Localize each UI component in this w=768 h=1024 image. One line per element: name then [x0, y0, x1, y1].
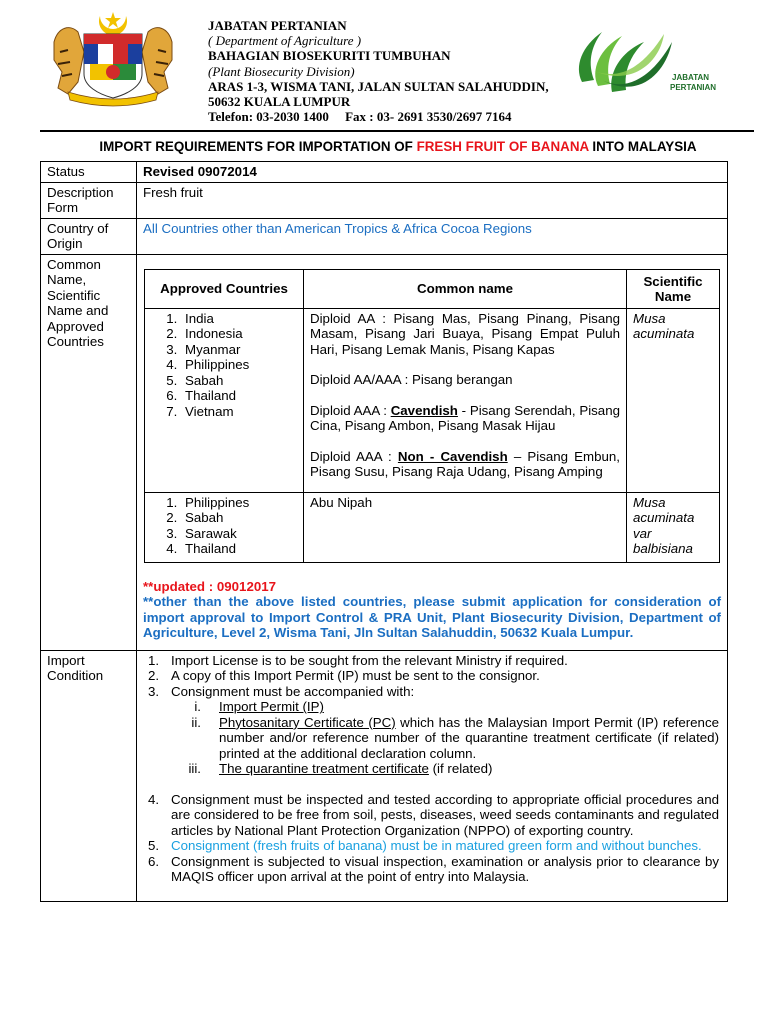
- group-2-common-name: Abu Nipah: [304, 492, 627, 562]
- update-label: **updated : 09012017: [143, 578, 277, 594]
- list-item: ii. Phytosanitary Certificate (PC) which has the Malaysian Import Permit (IP) reference number and/or reference number of the quarantine treatment certificate (if related) printed at the additional declaration column.: [191, 714, 719, 761]
- condition-3-ii-title: Phytosanitary Certificate (PC): [219, 714, 396, 730]
- list-item: 4. Thailand: [181, 541, 297, 557]
- list-item: 6. Thailand: [181, 388, 297, 404]
- common-name-label: Common Name, Scientific Name and Approved Countries: [41, 254, 137, 650]
- condition-3-i: Import Permit (IP): [219, 699, 324, 715]
- condition-3: Consignment must be accompanied with:: [171, 683, 415, 699]
- list-item: 2. Sabah: [181, 510, 297, 526]
- cavendish-prefix: Diploid AAA :: [310, 402, 391, 418]
- group-2-country-list: [151, 495, 297, 557]
- list-item: 5. Consignment (fresh fruits of banana) must be in matured green form and without bunches.: [148, 838, 702, 854]
- status-label: Status: [41, 162, 137, 183]
- inner-group-1-row: [145, 308, 720, 492]
- list-item: 3. Myanmar: [181, 342, 297, 358]
- diploid-aa-text: Diploid AA : Pisang Mas, Pisang Pinang, Pisang Masam, Pisang Jari Buaya, Pisang Empat Puluh Hari, Pisang Lemak Manis, Pisang Kapas: [310, 310, 620, 357]
- inner-group-2-row: [145, 492, 720, 562]
- diploid-aaa-non-cavendish-text: [310, 449, 620, 480]
- condition-3-ii-text: which has the Malaysian Import Permit (IP) reference number and/or reference number of the quarantine treatment certificate (if related) printed at the additional declaration column.: [219, 714, 719, 761]
- list-item: 1. Import License is to be sought from the relevant Ministry if required.: [148, 652, 568, 668]
- update-note: [143, 579, 721, 641]
- description-value: Fresh fruit: [137, 182, 728, 218]
- import-condition-row: [41, 650, 728, 901]
- condition-list: [143, 653, 719, 700]
- condition-3-iii-title: The quarantine treatment certificate: [219, 761, 429, 777]
- import-condition-label: Import Condition: [41, 650, 137, 901]
- condition-1: Import License is to be sought from the relevant Ministry if required.: [171, 652, 568, 668]
- origin-label: Country of Origin: [41, 218, 137, 254]
- group-2-countries: [145, 492, 304, 562]
- non-cavendish-prefix: Diploid AAA :: [310, 448, 398, 464]
- contact-line: Telefon: 03-2030 1400 Fax : 03- 2691 3530/2697 7164: [208, 109, 512, 125]
- import-condition-cell: [137, 650, 728, 901]
- address-line-2: 50632 KUALA LUMPUR: [208, 94, 351, 110]
- group-1-scientific-name: Musa acuminata: [627, 308, 720, 492]
- coat-of-arms-logo: [48, 12, 178, 104]
- status-value: Revised 09072014: [137, 162, 728, 183]
- dept-name-en: ( Department of Agriculture ): [208, 33, 362, 49]
- title-highlight: FRESH FRUIT OF BANANA: [416, 139, 589, 154]
- header-common-name: Common name: [304, 269, 627, 308]
- status-row: [41, 162, 728, 183]
- diploid-aaa-cavendish-text: [310, 403, 620, 434]
- division-name: BAHAGIAN BIOSEKURITI TUMBUHAN: [208, 48, 451, 64]
- list-item: 1. India: [181, 311, 297, 327]
- division-name-en: (Plant Biosecurity Division): [208, 63, 355, 79]
- list-item: iii. The quarantine treatment certificate (if related): [188, 761, 493, 777]
- update-text: **other than the above listed countries, please submit application for consideration of import approval to Import Control & PRA Unit, Plant Biosecurity Division, Department of Agriculture, Level 2, Wisma Tani, Jln Sultan Salahuddin, 50632 Kuala Lumpur.: [143, 594, 721, 641]
- list-item: 5. Sabah: [181, 373, 297, 389]
- origin-value: All Countries other than American Tropics & Africa Cocoa Regions: [137, 218, 728, 254]
- non-cavendish-label: Non - Cavendish: [397, 448, 508, 464]
- description-row: [41, 182, 728, 218]
- inner-header-row: [145, 269, 720, 308]
- list-item: 3. Consignment must be accompanied with:: [148, 683, 415, 699]
- cavendish-label: Cavendish: [390, 402, 458, 418]
- non-cavendish-varieties: – Pisang Embun, Pisang Susu, Pisang Raja Udang, Pisang Amping: [310, 448, 620, 479]
- approved-countries-table: [144, 269, 720, 563]
- list-item: 1. Philippines: [181, 495, 297, 511]
- title-part-2: INTO MALAYSIA: [588, 139, 697, 154]
- list-item: 7. Vietnam: [181, 404, 297, 420]
- header-approved-countries: Approved Countries: [145, 269, 304, 308]
- origin-row: [41, 218, 728, 254]
- group-1-countries: [145, 308, 304, 492]
- title-part-1: IMPORT REQUIREMENTS FOR IMPORTATION OF: [99, 139, 417, 154]
- cavendish-varieties: - Pisang Serendah, Pisang Cina, Pisang Ambon, Pisang Masak Hijau: [310, 402, 620, 433]
- condition-3-iii-text: (if related): [428, 761, 493, 777]
- header-divider: [40, 130, 754, 132]
- page-title: [40, 139, 756, 154]
- condition-list-continued: [143, 792, 719, 885]
- jabatan-pertanian-logo: [568, 22, 717, 102]
- logo-text-1: JABATAN: [672, 73, 710, 82]
- list-item: i. Import Permit (IP): [194, 699, 324, 715]
- header-scientific-name: Scientific Name: [627, 269, 720, 308]
- condition-2: A copy of this Import Permit (IP) must be sent to the consignor.: [171, 668, 540, 684]
- group-1-common-names: [304, 308, 627, 492]
- common-name-cell: [137, 254, 728, 650]
- address-line-1: ARAS 1-3, WISMA TANI, JALAN SULTAN SALAHUDDIN,: [208, 78, 549, 94]
- group-1-country-list: [151, 311, 297, 420]
- condition-4: Consignment must be inspected and tested according to appropriate official procedures and are considered to be free from soil, pests, diseases, weed seeds contaminants and regulated articles by National Plant Protection Organization (NPPO) of exporting country.: [171, 791, 719, 838]
- logo-text-2: PERTANIAN: [670, 83, 717, 92]
- list-item: 4. Philippines: [181, 357, 297, 373]
- diploid-aa-aaa-text: Diploid AA/AAA : Pisang berangan: [310, 372, 513, 387]
- condition-3-sublist: [143, 699, 719, 777]
- list-item: 6. Consignment is subjected to visual inspection, examination or analysis prior to clearance by MAQIS officer upon arrival at the point of entry into Malaysia.: [148, 853, 719, 885]
- condition-5: Consignment (fresh fruits of banana) must be in matured green form and without bunches.: [171, 838, 702, 854]
- requirements-table: [40, 161, 728, 902]
- list-item: 4. Consignment must be inspected and tested according to appropriate official procedures and are considered to be free from soil, pests, diseases, weed seeds contaminants and regulated articles by National Plant Protection Organization (NPPO) of exporting country.: [148, 791, 719, 838]
- common-name-row: [41, 254, 728, 650]
- letterhead: [208, 18, 549, 124]
- condition-6: Consignment is subjected to visual inspection, examination or analysis prior to clearance by MAQIS officer upon arrival at the point of entry into Malaysia.: [171, 853, 719, 885]
- list-item: 2. A copy of this Import Permit (IP) must be sent to the consignor.: [148, 668, 540, 684]
- list-item: 3. Sarawak: [181, 526, 297, 542]
- dept-name: JABATAN PERTANIAN: [208, 18, 347, 33]
- list-item: 2. Indonesia: [181, 326, 297, 342]
- description-label: Description Form: [41, 182, 137, 218]
- group-2-scientific-name: Musa acuminata var balbisiana: [627, 492, 720, 562]
